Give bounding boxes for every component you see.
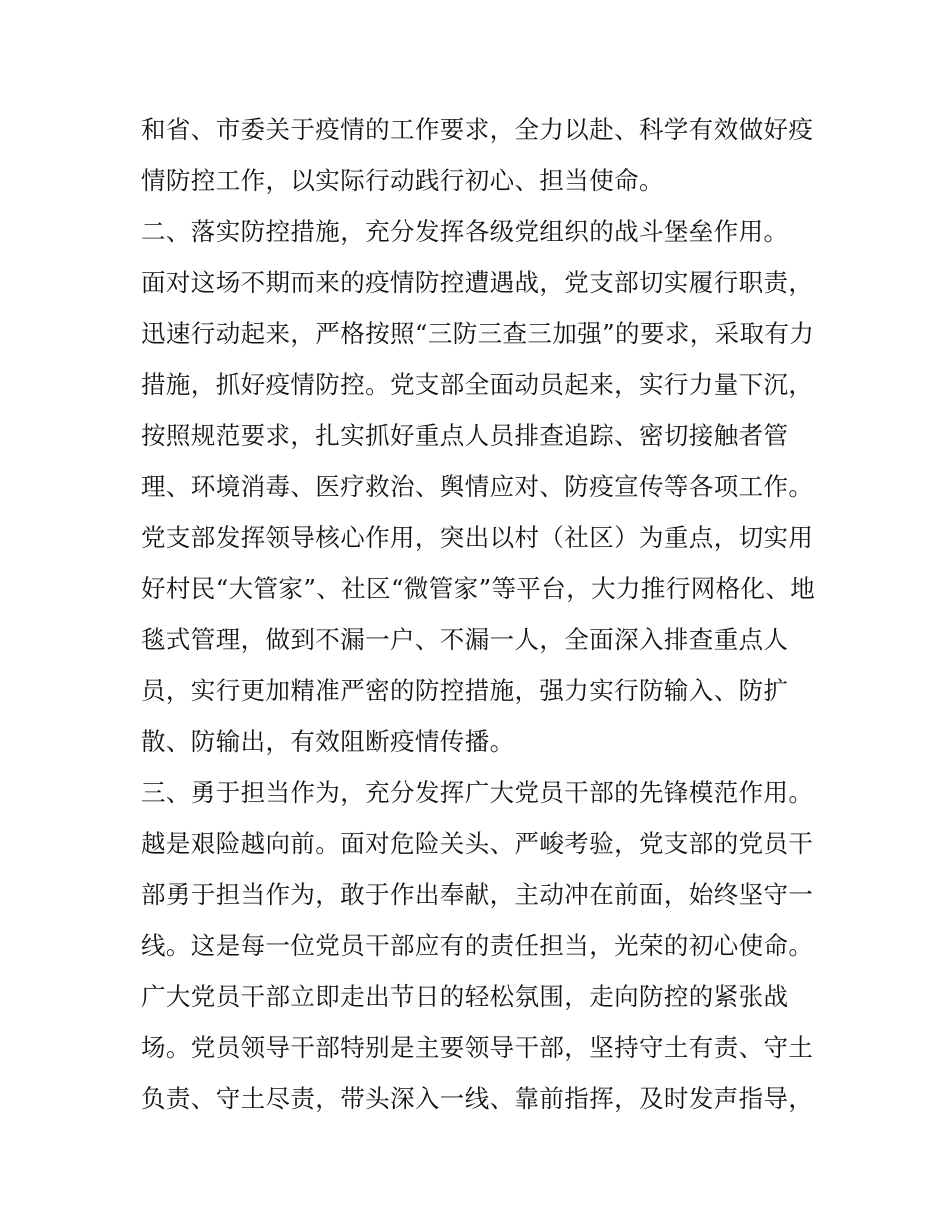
body-text-line: 按照规范要求，扎实抓好重点人员排查追踪、密切接触者管 [141,421,789,450]
body-text-line: 广大党员干部立即走出节日的轻松氛围，走向防控的紧张战 [141,982,789,1011]
body-text-line: 越是艰险越向前。面对危险关头、严峻考验，党支部的党员干 [141,829,814,858]
body-text-line: 和省、市委关于疫情的工作要求，全力以赴、科学有效做好疫 [141,115,814,144]
section-heading-3: 三、勇于担当作为，充分发挥广大党员干部的先锋模范作用。 [141,778,814,807]
body-text-line: 线。这是每一位党员干部应有的责任担当，光荣的初心使命。 [141,931,814,960]
document-body [141,104,831,1124]
body-text-line: 毯式管理，做到不漏一户、不漏一人，全面深入排查重点人 [141,625,789,654]
body-text-line: 场。党员领导干部特别是主要领导干部，坚持守土有责、守土 [141,1033,814,1062]
body-text-line: 员，实行更加精准严密的防控措施，强力实行防输入、防扩 [141,676,789,705]
body-text-line: 党支部发挥领导核心作用，突出以村（社区）为重点，切实用 [141,523,814,552]
body-text-line: 情防控工作，以实际行动践行初心、担当使命。 [141,166,664,195]
body-text-line: 负责、守土尽责，带头深入一线、靠前指挥，及时发声指导， [141,1084,814,1113]
body-text-line: 好村民“大管家”、社区“微管家”等平台，大力推行网格化、地 [141,574,816,603]
section-heading-2: 二、落实防控措施，充分发挥各级党组织的战斗堡垒作用。 [141,217,789,246]
body-text-line: 措施，抓好疫情防控。党支部全面动员起来，实行力量下沉， [141,370,814,399]
body-text-line: 理、环境消毒、医疗救治、舆情应对、防疫宣传等各项工作。 [141,472,814,501]
body-text-line: 迅速行动起来，严格按照“三防三查三加强”的要求，采取有力 [141,319,815,348]
body-text-line: 部勇于担当作为，敢于作出奉献，主动冲在前面，始终坚守一 [141,880,814,909]
body-text-line: 散、防输出，有效阻断疫情传播。 [141,727,515,756]
body-text-line: 面对这场不期而来的疫情防控遭遇战，党支部切实履行职责， [141,268,814,297]
